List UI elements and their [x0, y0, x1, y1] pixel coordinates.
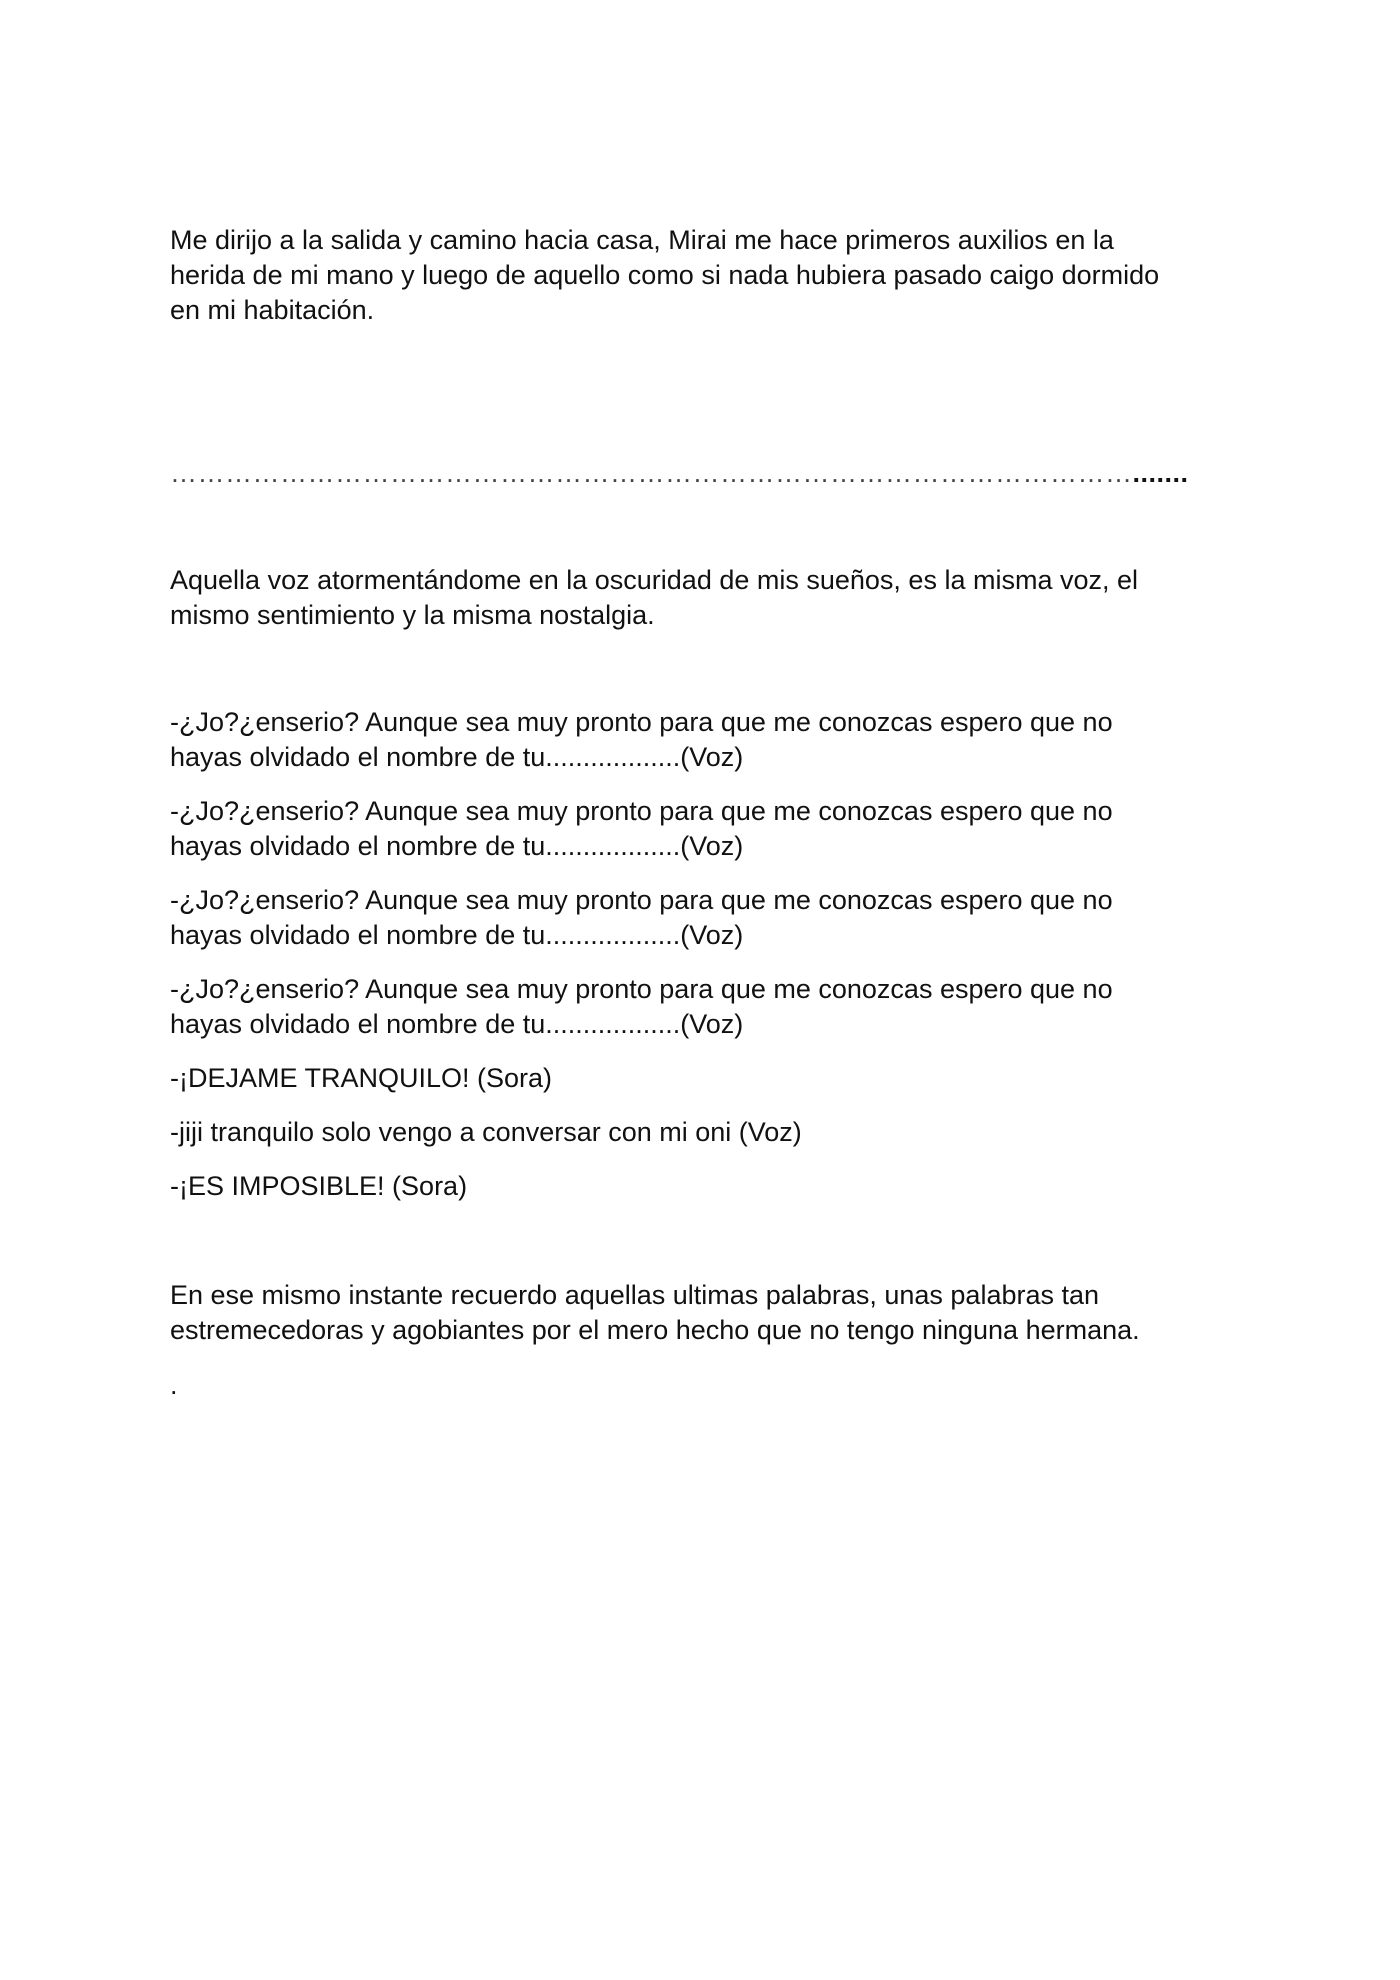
dialogue-line: -¡DEJAME TRANQUILO! (Sora): [170, 1063, 553, 1093]
dialogue-line: -jiji tranquilo solo vengo a conversar con mi oni (Voz): [170, 1117, 802, 1147]
dialogue-entry: [170, 705, 1250, 775]
dialogue-line: hayas olvidado el nombre de tu..................(Voz): [170, 1009, 744, 1039]
separator-dots-bold: .......: [1132, 458, 1189, 488]
paragraph-line: estremecedoras y agobiantes por el mero hecho que no tengo ninguna hermana.: [170, 1315, 1140, 1345]
paragraph-line: Aquella voz atormentándome en la oscuridad de mis sueños, es la misma voz, el: [170, 565, 1138, 595]
paragraph-closing: [170, 1278, 1250, 1348]
paragraph-line: En ese mismo instante recuerdo aquellas ultimas palabras, unas palabras tan: [170, 1280, 1100, 1310]
dialogue-line: hayas olvidado el nombre de tu..................(Voz): [170, 831, 744, 861]
dialogue-entry: [170, 1115, 1250, 1150]
paragraph-voice: [170, 563, 1250, 633]
dialogue-line: hayas olvidado el nombre de tu..................(Voz): [170, 742, 744, 772]
dialogue-line: -¿Jo?¿enserio? Aunque sea muy pronto para que me conozcas espero que no: [170, 885, 1113, 915]
dialogue-line: -¿Jo?¿enserio? Aunque sea muy pronto para que me conozcas espero que no: [170, 707, 1113, 737]
dotted-separator: [170, 456, 1250, 491]
separator-dots-light: ……………………………………………………………………………………………: [170, 458, 1133, 488]
dialogue-line: -¡ES IMPOSIBLE! (Sora): [170, 1171, 468, 1201]
dialogue-line: -¿Jo?¿enserio? Aunque sea muy pronto para que me conozcas espero que no: [170, 974, 1113, 1004]
paragraph-intro: [170, 223, 1250, 328]
paragraph-line: herida de mi mano y luego de aquello como si nada hubiera pasado caigo dormido: [170, 260, 1160, 290]
dialogue-line: hayas olvidado el nombre de tu..................(Voz): [170, 920, 744, 950]
dialogue-entry: [170, 1061, 1250, 1096]
dialogue-entry: [170, 972, 1250, 1042]
dialogue-entry: [170, 794, 1250, 864]
trailing-mark: .: [170, 1370, 178, 1400]
dialogue-entry: [170, 883, 1250, 953]
trailing-period: [170, 1368, 1250, 1403]
dialogue-entry: [170, 1169, 1250, 1204]
paragraph-line: mismo sentimiento y la misma nostalgia.: [170, 600, 655, 630]
paragraph-line: Me dirijo a la salida y camino hacia casa, Mirai me hace primeros auxilios en la: [170, 225, 1114, 255]
paragraph-line: en mi habitación.: [170, 295, 375, 325]
dialogue-line: -¿Jo?¿enserio? Aunque sea muy pronto para que me conozcas espero que no: [170, 796, 1113, 826]
